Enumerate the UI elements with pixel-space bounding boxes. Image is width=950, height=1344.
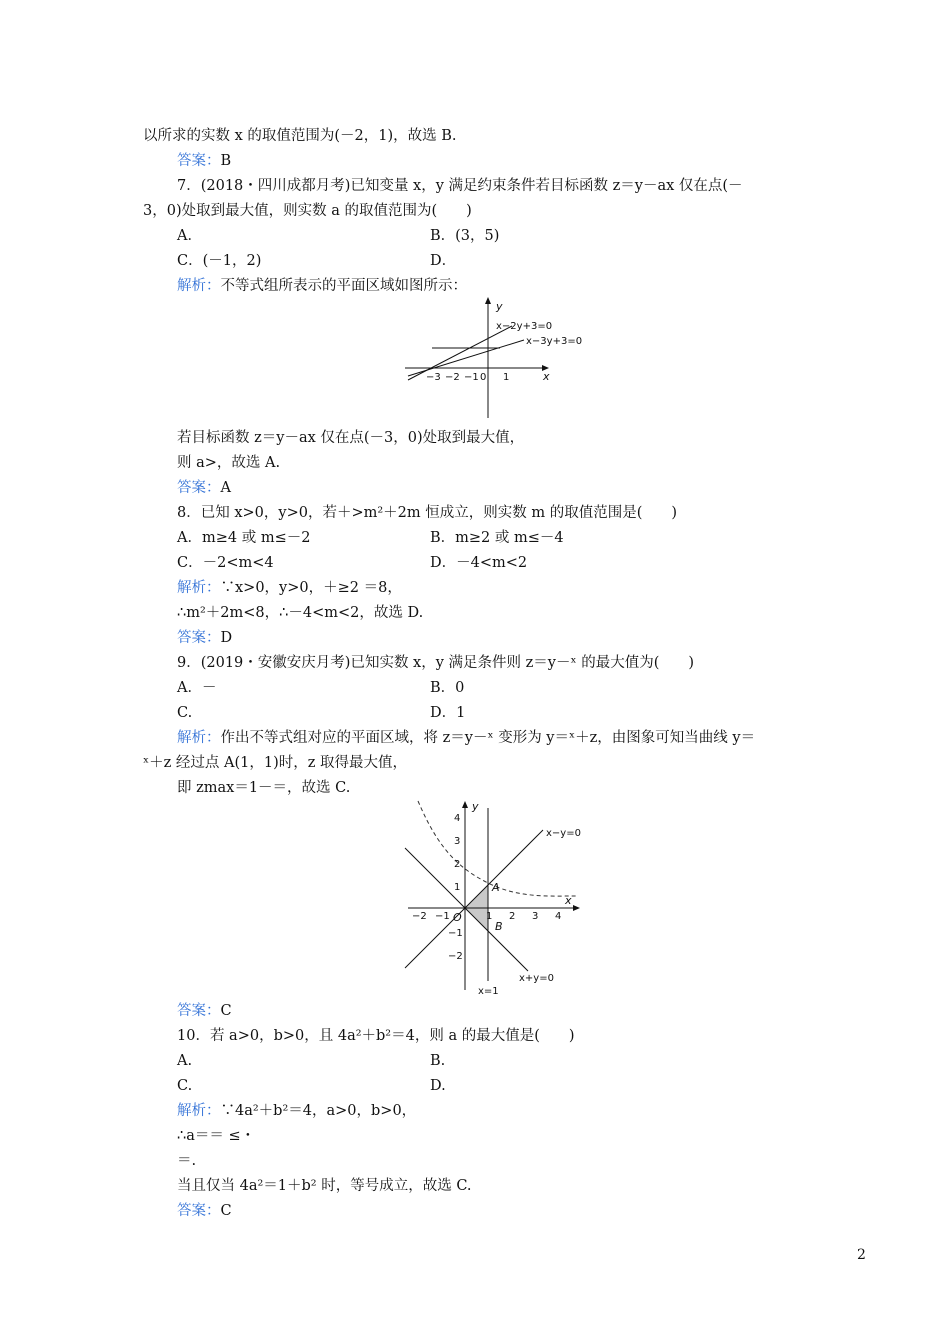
line-text: 3，0)处取到最大值，则实数 a 的取值范围为( ): [143, 203, 472, 219]
y-axis-arrow-icon: [462, 801, 468, 808]
answer-label: 解析：: [177, 730, 221, 746]
text-line: [143, 201, 472, 221]
line-text: 8．已知 x>0，y>0，若＋>m²＋2m 恒成立，则实数 m 的取值范围是( ): [177, 505, 678, 521]
text-line: [177, 603, 423, 623]
page-number: 2: [857, 1247, 866, 1263]
line-text: D.: [430, 1078, 446, 1094]
answer-label: 解析：: [177, 580, 221, 596]
line-text: C.: [177, 1078, 193, 1094]
answer-label: 答案：: [177, 630, 221, 646]
answer-label: 解析：: [177, 1103, 221, 1119]
text-line: [177, 1076, 192, 1096]
fig2-x-tick: 3: [532, 911, 539, 922]
text-line: [177, 528, 310, 548]
fig2-label-x-plus-y: x+y=0: [519, 973, 554, 984]
fig1-y-label: y: [496, 300, 503, 313]
text-line: [177, 478, 231, 498]
line-text: B: [220, 153, 232, 169]
figure-1-svg: [400, 296, 583, 420]
fig1-tick: −1: [464, 372, 479, 383]
text-line: [430, 528, 564, 548]
text-line: [177, 1126, 255, 1146]
line-text: C．－2<m<4: [177, 555, 274, 571]
fig2-label-x-eq-1: x=1: [478, 986, 499, 997]
text-line: [430, 1051, 445, 1071]
line-text: 7．(2018・四川成都月考)已知变量 x，y 满足约束条件若目标函数 z＝y－ax 仅在点(－: [177, 178, 743, 194]
text-line: [143, 753, 407, 773]
text-line: [177, 578, 402, 598]
fig1-tick: −3: [426, 372, 441, 383]
text-line: [430, 678, 464, 698]
line-x-minus-y: [405, 830, 543, 968]
x-axis-arrow-icon: [573, 905, 580, 911]
line-text: ＝.: [177, 1153, 197, 1169]
fig2-y-tick: −1: [448, 928, 463, 939]
text-line: [177, 1026, 575, 1046]
line-text: D: [220, 630, 233, 646]
line-text: ∴a＝＝ ≤・: [177, 1128, 256, 1144]
text-line: [143, 126, 457, 146]
fig1-tick: 1: [503, 372, 510, 383]
fig2-x-tick: 1: [486, 911, 493, 922]
text-line: [177, 276, 467, 296]
fig2-y-tick: −2: [448, 951, 463, 962]
fig2-x-tick: 4: [555, 911, 562, 922]
text-line: [430, 553, 527, 573]
fig2-y-label: y: [472, 800, 479, 813]
text-line: [177, 1051, 192, 1071]
fig2-x-tick: −2: [412, 911, 427, 922]
fig1-tick: −2: [445, 372, 460, 383]
text-line: [177, 453, 280, 473]
answer-label: 解析：: [177, 278, 221, 294]
line-text: ∵x>0，y>0，＋≥2 ＝8，: [220, 580, 402, 596]
fig2-y-tick: 1: [454, 882, 461, 893]
y-axis-arrow-icon: [485, 297, 491, 304]
fig1-x-label: x: [543, 370, 550, 383]
fig2-label-x-minus-y: x−y=0: [546, 828, 581, 839]
text-line: [177, 678, 216, 698]
line-text: 10．若 a>0，b>0，且 4a²＋b²＝4，则 a 的最大值是( ): [177, 1028, 575, 1044]
text-line: [177, 503, 677, 523]
text-line: [430, 703, 465, 723]
text-line: [430, 226, 499, 246]
text-line: [430, 251, 456, 271]
line-text: B.: [430, 1053, 446, 1069]
figure-2-region: [398, 798, 588, 996]
line-text: D．: [430, 253, 457, 269]
line-x-plus-y: [405, 848, 528, 971]
text-line: [177, 1001, 232, 1021]
line-text: D．－4<m<2: [430, 555, 528, 571]
answer-label: 答案：: [177, 1003, 221, 1019]
fig1-line2-label: x−3y+3=0: [526, 336, 583, 347]
fig2-point-a: A: [492, 881, 500, 894]
fig1-tick: 0: [480, 372, 487, 383]
fig1-line1-label: x−2y+3=0: [496, 321, 553, 332]
text-line: [177, 251, 261, 271]
line-text: A．: [177, 228, 202, 244]
text-line: [177, 1176, 472, 1196]
text-line: [177, 151, 231, 171]
line-text: B．(3，5): [430, 228, 500, 244]
answer-label: 答案：: [177, 480, 221, 496]
line-text: ∴m²＋2m<8，∴－4<m<2，故选 D.: [177, 605, 424, 621]
line-text: 不等式组所表示的平面区域如图所示：: [220, 278, 467, 294]
text-line: [177, 703, 192, 723]
text-line: [177, 553, 274, 573]
text-line: [177, 1151, 196, 1171]
line-text: D．1: [430, 705, 466, 721]
line-text: A．m≥4 或 m≤－2: [177, 530, 311, 546]
fig2-x-tick: 2: [509, 911, 516, 922]
line-text: A.: [177, 1053, 193, 1069]
text-line: [177, 176, 743, 196]
text-line: [177, 653, 694, 673]
line-text: 作出不等式组对应的平面区域，将 z＝y－ˣ 变形为 y＝ˣ＋z，由图象可知当曲线 y＝: [220, 730, 756, 746]
text-line: [177, 1101, 416, 1121]
answer-label: 答案：: [177, 1203, 221, 1219]
text-line: [177, 226, 202, 246]
line-text: C: [220, 1203, 232, 1219]
line-text: C．(－1，2): [177, 253, 262, 269]
line-text: B．0: [430, 680, 465, 696]
figure-2-svg: [398, 798, 588, 996]
fig2-y-tick: 4: [454, 813, 461, 824]
line-text: ˣ＋z 经过点 A(1，1)时，z 取得最大值，: [143, 755, 407, 771]
line-text: B．m≥2 或 m≤－4: [430, 530, 564, 546]
line-text: A．－: [177, 680, 217, 696]
text-line: [177, 728, 755, 748]
line-text: ∵4a²＋b²＝4，a>0，b>0，: [220, 1103, 417, 1119]
line-text: 若目标函数 z＝y－ax 仅在点(－3，0)处取到最大值，: [177, 430, 525, 446]
line-text: 即 zmax＝1－＝，故选 C.: [177, 780, 351, 796]
line-text: C.: [177, 705, 193, 721]
figure-1-region: [400, 296, 583, 420]
text-line: [177, 1201, 232, 1221]
line-text: 当且仅当 4a²＝1＋b² 时，等号成立，故选 C.: [177, 1178, 472, 1194]
line-text: 以所求的实数 x 的取值范围为(－2，1)，故选 B.: [143, 128, 457, 144]
text-line: [430, 1076, 446, 1096]
answer-label: 答案：: [177, 153, 221, 169]
fig2-point-b: B: [495, 920, 503, 933]
text-line: [177, 778, 350, 798]
fig2-y-tick: 2: [454, 859, 461, 870]
fig2-origin-label: O: [453, 911, 462, 924]
line-2: [408, 340, 524, 376]
line-text: A: [220, 480, 231, 496]
text-line: [177, 628, 232, 648]
line-1: [408, 326, 512, 380]
line-text: 则 a>，故选 A.: [177, 455, 281, 471]
fig2-x-label: x: [565, 894, 572, 907]
line-text: C: [220, 1003, 232, 1019]
fig2-x-tick: −1: [435, 911, 450, 922]
fig2-y-tick: 3: [454, 836, 461, 847]
text-line: [177, 428, 524, 448]
line-text: 9．(2019・安徽安庆月考)已知实数 x，y 满足条件则 z＝y－ˣ 的最大值为( ): [177, 655, 695, 671]
